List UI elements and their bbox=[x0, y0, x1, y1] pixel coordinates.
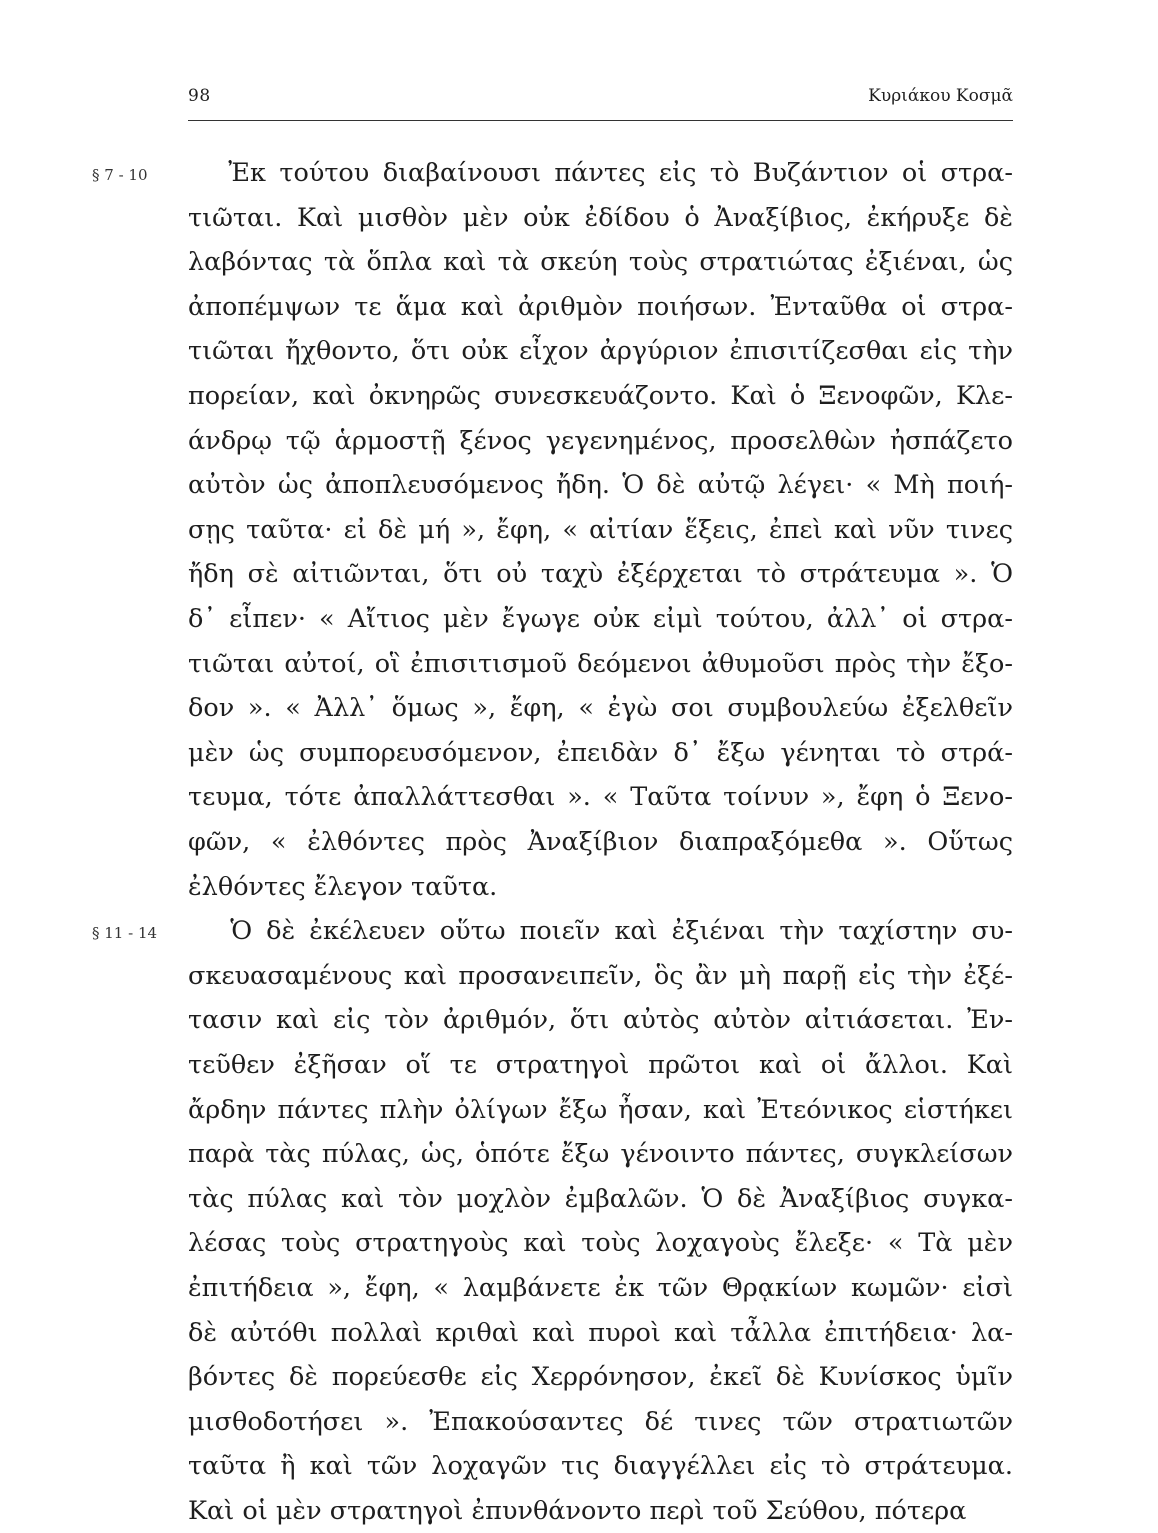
page-number: 98 bbox=[188, 86, 211, 106]
text-line: ἀποπέμψων τε ἅμα καὶ ἀριθμὸν ποιήσων. Ἐνταῦθα οἱ στρα- bbox=[188, 291, 1013, 322]
text-line: λαβόντας τὰ ὅπλα καὶ τὰ σκεύη τοὺς στρατιώτας ἐξιέναι, ὡς bbox=[188, 247, 1013, 278]
text-line: πορείαν, καὶ ὀκνηρῶς συνεσκευάζοντο. Καὶ ὁ Ξενοφῶν, Κλε- bbox=[188, 381, 1013, 411]
text-line: Ἐκ τούτου διαβαίνουσι πάντες εἰς τὸ Βυζάντιον οἱ στρα- bbox=[188, 158, 1013, 188]
text-line: τιῶται. Καὶ μισθὸν μὲν οὐκ ἐδίδου ὁ Ἀναξίβιος, ἐκήρυξε δὲ bbox=[188, 202, 1013, 233]
text-line: βόντες δὲ πορεύεσθε εἰς Χερρόνησον, ἐκεῖ δὲ Κυνίσκος ὑμῖν bbox=[188, 1362, 1013, 1393]
text-line: τιῶται ἤχθοντο, ὅτι οὐκ εἶχον ἀργύριον ἐπισιτίζεσθαι εἰς τὴν bbox=[188, 336, 1013, 367]
text-line: ἄρδην πάντες πλὴν ὀλίγων ἔξω ἦσαν, καὶ Ἐτεόνικος εἱστήκει bbox=[188, 1094, 1013, 1125]
text-line: τὰς πύλας καὶ τὸν μοχλὸν ἐμβαλῶν. Ὁ δὲ Ἀναξίβιος συγκα- bbox=[188, 1183, 1013, 1214]
text-line: φῶν, « ἐλθόντες πρὸς Ἀναξίβιον διαπραξόμεθα ». Οὕτως bbox=[188, 827, 1013, 857]
text-line: σῃς ταῦτα· εἰ δὲ μή », ἔφη, « αἰτίαν ἕξεις, ἐπεὶ καὶ νῦν τινες bbox=[188, 514, 1013, 545]
text-line: σκευασαμένους καὶ προσανειπεῖν, ὃς ἂν μὴ παρῇ εἰς τὴν ἐξέ- bbox=[188, 960, 1013, 991]
text-line: δον ». « Ἀλλ᾽ ὅμως », ἔφη, « ἐγὼ σοι συμβουλεύω ἐξελθεῖν bbox=[188, 693, 1013, 724]
section-reference: § 7 - 10 bbox=[92, 166, 148, 184]
text-line: παρὰ τὰς πύλας, ὡς, ὁπότε ἔξω γένοιντο πάντες, συγκλείσων bbox=[188, 1139, 1013, 1170]
text-line: αὐτὸν ὡς ἀποπλευσόμενος ἤδη. Ὁ δὲ αὐτῷ λέγει· « Μὴ ποιή- bbox=[188, 470, 1013, 501]
text-line: άνδρῳ τῷ ἁρμοστῇ ξένος γεγενημένος, προσελθὼν ἠσπάζετο bbox=[188, 425, 1013, 456]
text-line: λέσας τοὺς στρατηγοὺς καὶ τοὺς λοχαγοὺς ἔλεξε· « Τὰ μὲν bbox=[188, 1228, 1013, 1259]
text-line: ἤδη σὲ αἰτιῶνται, ὅτι οὐ ταχὺ ἐξέρχεται τὸ στράτευμα ». Ὁ bbox=[188, 559, 1013, 590]
text-line: ἐπιτήδεια », ἔφη, « λαμβάνετε ἐκ τῶν Θρᾳκίων κωμῶν· εἰσὶ bbox=[188, 1273, 1013, 1303]
running-head: Κυριάκου Κοσμᾶ bbox=[868, 86, 1013, 106]
text-line: δὲ αὐτόθι πολλαὶ κριθαὶ καὶ πυροὶ καὶ τἆλλα ἐπιτήδεια· λα- bbox=[188, 1317, 1013, 1348]
text-line: τεῦθεν ἐξῆσαν οἵ τε στρατηγοὶ πρῶτοι καὶ οἱ ἄλλοι. Καὶ bbox=[188, 1050, 1013, 1080]
text-line: δ᾽ εἶπεν· « Αἴτιος μὲν ἔγωγε οὐκ εἰμὶ τούτου, ἀλλ᾽ οἱ στρα- bbox=[188, 604, 1013, 634]
text-line: μὲν ὡς συμπορευσόμενον, ἐπειδὰν δ᾽ ἔξω γένηται τὸ στρά- bbox=[188, 737, 1013, 768]
text-line: τιῶται αὐτοί, οἳ ἐπισιτισμοῦ δεόμενοι ἀθυμοῦσι πρὸς τὴν ἔξο- bbox=[188, 648, 1013, 679]
text-line: μισθοδοτήσει ». Ἐπακούσαντες δέ τινες τῶν στρατιωτῶν bbox=[188, 1406, 1013, 1437]
header-rule bbox=[188, 120, 1013, 121]
text-line: τασιν καὶ εἰς τὸν ἀριθμόν, ὅτι αὐτὸς αὐτὸν αἰτιάσεται. Ἐν- bbox=[188, 1005, 1013, 1036]
text-line: ἐλθόντες ἔλεγον ταῦτα. bbox=[188, 871, 498, 902]
text-line: Καὶ οἱ μὲν στρατηγοὶ ἐπυνθάνοντο περὶ τοῦ Σεύθου, πότερα bbox=[188, 1496, 967, 1526]
text-line: ταῦτα ἢ καὶ τῶν λοχαγῶν τις διαγγέλλει εἰς τὸ στράτευμα. bbox=[188, 1451, 1013, 1482]
section-reference: § 11 - 14 bbox=[92, 924, 158, 943]
text-line: τευμα, τότε ἀπαλλάττεσθαι ». « Ταῦτα τοίνυν », ἔφη ὁ Ξενο- bbox=[188, 782, 1013, 813]
text-line: Ὁ δὲ ἐκέλευεν οὕτω ποιεῖν καὶ ἐξιέναι τὴν ταχίστην συ- bbox=[188, 916, 1013, 947]
